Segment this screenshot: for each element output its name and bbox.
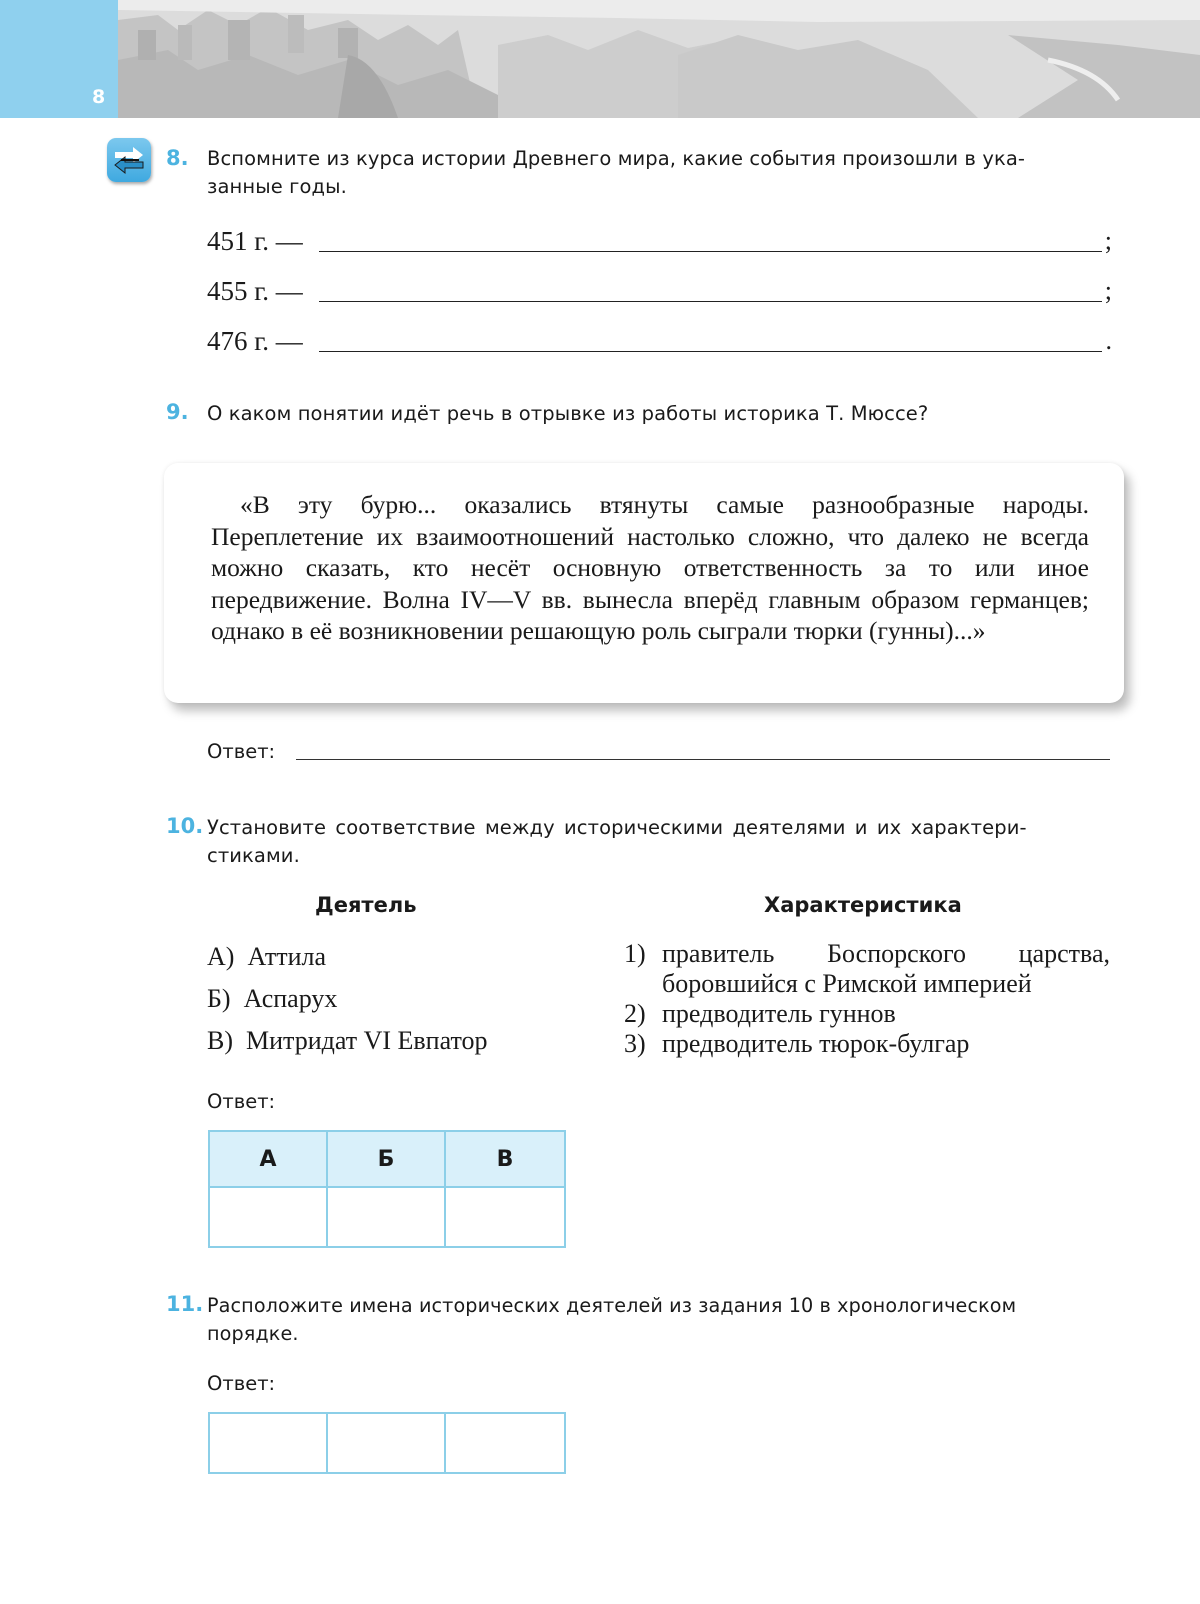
order-cell-1[interactable] (210, 1414, 328, 1472)
characteristic-key: 3) (624, 1029, 646, 1058)
answer-cell-a[interactable] (210, 1188, 328, 1246)
order-cell-2[interactable] (328, 1414, 446, 1472)
matching-answer-table (208, 1130, 566, 1248)
characteristic-text: боровшийся с Римской империей (662, 969, 1032, 998)
task-11-number: 11. (166, 1292, 204, 1316)
task-8-prompt-line1: Вспомните из курса истории Древнего мира, какие события произошли в ука- (207, 147, 1026, 170)
answer-label: Ответ: (207, 740, 276, 763)
figure-item (207, 984, 337, 1014)
year-answer-row (207, 323, 1112, 363)
year-answer-row (207, 223, 1112, 263)
landscape-illustration (118, 0, 1200, 118)
table-header-a: А (210, 1132, 328, 1188)
answer-cell-b[interactable] (328, 1188, 446, 1246)
year-answer-row (207, 273, 1112, 313)
characteristic-key: 1) (624, 939, 646, 968)
page-number-tab (0, 0, 118, 118)
task-10-prompt (207, 814, 1112, 870)
task-11-prompt-line2: порядке. (207, 1322, 299, 1345)
answer-label: Ответ: (207, 1090, 276, 1113)
task-9-number: 9. (166, 400, 189, 424)
task-8-prompt-line2: занные годы. (207, 175, 347, 198)
table-header-v: В (446, 1132, 564, 1188)
year-answer-input[interactable] (319, 301, 1102, 302)
task-9-answer-input[interactable] (296, 744, 1110, 760)
exchange-arrows-icon (107, 138, 151, 182)
figure-item (207, 942, 326, 972)
row-punctuation: ; (1104, 226, 1112, 255)
figures-column-header: Деятель (315, 893, 417, 917)
header-illustration (118, 0, 1200, 118)
task-8-prompt (207, 145, 1112, 201)
year-label: 476 г. — (207, 326, 303, 356)
characteristics-column-header: Характеристика (764, 893, 962, 917)
year-label: 451 г. — (207, 226, 303, 256)
page-number: 8 (92, 86, 106, 108)
quote-box (164, 463, 1124, 703)
figure-name: Аттила (247, 942, 327, 971)
task-10-number: 10. (166, 814, 204, 838)
task-8-number: 8. (166, 146, 189, 170)
characteristic-text: предводитель тюрок-булгар (662, 1029, 970, 1058)
characteristic-key: 2) (624, 999, 646, 1028)
figure-name: Митридат VI Евпатор (246, 1026, 488, 1055)
figure-item (207, 1026, 487, 1056)
answer-label: Ответ: (207, 1372, 276, 1395)
task-11-prompt (207, 1292, 1117, 1348)
row-punctuation: . (1105, 326, 1112, 355)
figure-key: Б) (207, 984, 231, 1013)
task-10-prompt-line2: стиками. (207, 844, 300, 867)
figure-key: В) (207, 1026, 233, 1055)
order-cell-3[interactable] (446, 1414, 564, 1472)
characteristic-text: предводитель гуннов (662, 999, 896, 1028)
page-header (0, 0, 1200, 118)
task-11-prompt-line1: Расположите имена исторических деятелей из задания 10 в хронологическом (207, 1294, 1017, 1317)
table-header-b: Б (328, 1132, 446, 1188)
figure-name: Аспарух (243, 984, 338, 1013)
task-10-prompt-line1: Установите соответствие между историческими деятелями и их характери- (207, 816, 1027, 839)
task-9-prompt: О каком понятии идёт речь в отрывке из работы историка Т. Мюссе? (207, 402, 929, 425)
figure-key: А) (207, 942, 235, 971)
year-answer-input[interactable] (319, 351, 1102, 352)
characteristic-text: правитель Боспорского царства, (662, 939, 1110, 968)
year-label: 455 г. — (207, 276, 303, 306)
row-punctuation: ; (1104, 276, 1112, 305)
historian-quote: «В эту бурю... оказались втянуты самые разнообразные народы. Переплетение их взаимоотношений настолько сложно, что далеко не всегда можно сказать, кто несёт основную ответственность за то или иное передвижение. Волна IV—V вв. вынесла вперёд главным образом германцев; однако в её возникновении решающую роль сыграли тюрки (гунны)...» (211, 490, 1089, 645)
year-answer-input[interactable] (319, 251, 1102, 252)
answer-cell-v[interactable] (446, 1188, 564, 1246)
chronology-answer-table (208, 1412, 566, 1474)
